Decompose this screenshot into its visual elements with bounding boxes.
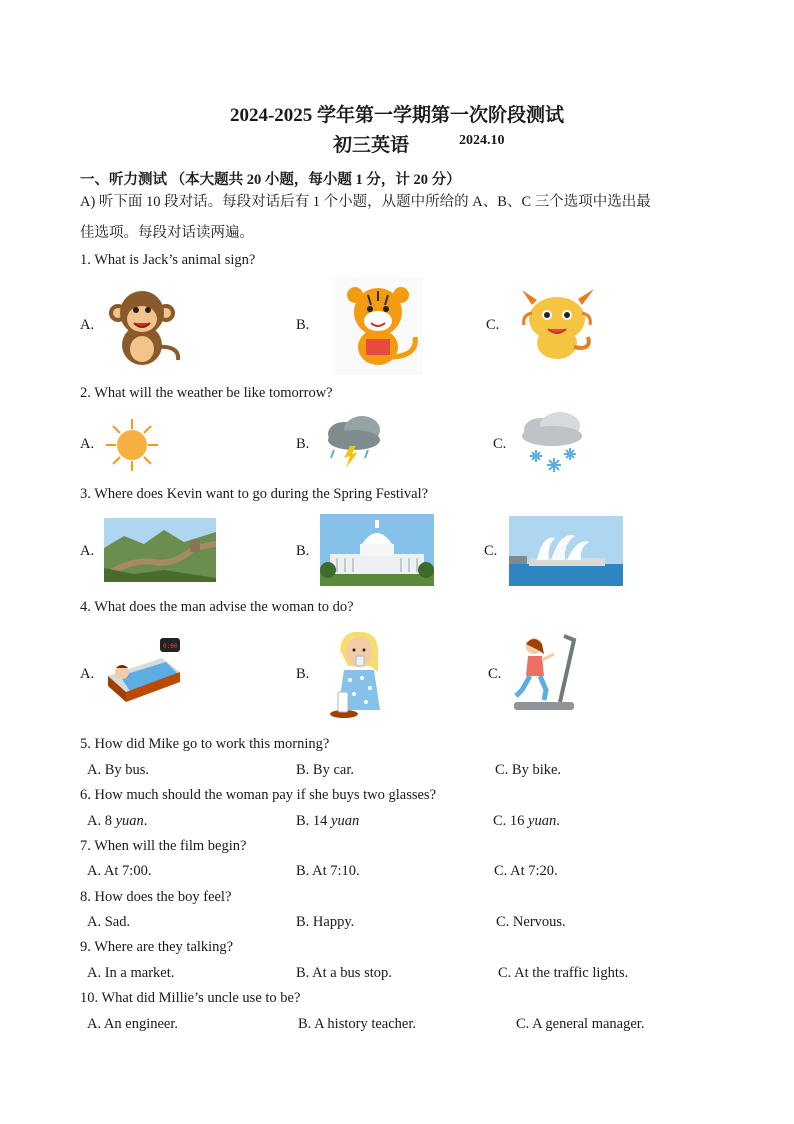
q3-option-c-label: C. [484, 543, 498, 559]
q2-option-c-label: C. [493, 436, 507, 452]
question-9: 9. Where are they talking? [80, 939, 234, 955]
instruction-line-2: 佳选项。每段对话读两遍。 [80, 225, 254, 241]
q3-option-a-label: A. [80, 543, 95, 559]
q9-option-a: A. In a market. [87, 965, 175, 981]
sleeping-in-bed-icon [102, 636, 184, 708]
q5-option-b: B. By car. [296, 762, 354, 778]
question-1: 1. What is Jack’s animal sign? [80, 252, 256, 268]
q10-option-c: C. A general manager. [516, 1016, 645, 1032]
q1-option-b-label: B. [296, 317, 310, 333]
sun-icon [104, 417, 160, 473]
exam-date: 2024.10 [459, 133, 505, 148]
exam-title: 2024-2025 学年第一学期第一次阶段测试 [229, 105, 565, 126]
sydney-opera-house-icon [509, 516, 623, 586]
drinking-milk-icon [322, 626, 392, 720]
q6-option-c: C. 16 yuan. [493, 813, 560, 829]
question-10: 10. What did Millie’s uncle use to be? [80, 990, 301, 1006]
q8-option-a: A. Sad. [87, 914, 131, 930]
thunderstorm-icon [320, 412, 388, 468]
question-5: 5. How did Mike go to work this morning? [80, 736, 330, 752]
q6-option-a: A. 8 yuan. [87, 813, 148, 829]
q2-option-b-label: B. [296, 436, 310, 452]
treadmill-running-icon [512, 632, 586, 714]
q3-option-b-label: B. [296, 543, 310, 559]
q7-option-a: A. At 7:00. [87, 863, 152, 879]
q4-option-c-label: C. [488, 666, 502, 682]
q9-option-c: C. At the traffic lights. [498, 965, 629, 981]
svg-text:0:00: 0:00 [163, 643, 178, 650]
q5-option-a: A. By bus. [87, 762, 150, 778]
dragon-icon [512, 285, 602, 365]
q4-option-a-label: A. [80, 666, 95, 682]
q1-option-c-label: C. [486, 317, 500, 333]
question-4: 4. What does the man advise the woman to do? [80, 599, 354, 615]
q9-option-b: B. At a bus stop. [296, 965, 392, 981]
monkey-icon [100, 285, 185, 367]
q8-option-c: C. Nervous. [496, 914, 566, 930]
q8-option-b: B. Happy. [296, 914, 355, 930]
question-3: 3. Where does Kevin want to go during the Spring Festival? [80, 486, 429, 502]
section-heading: 一、听力测试 （本大题共 20 小题，每小题 1 分，计 20 分） [80, 172, 461, 188]
question-2: 2. What will the weather be like tomorrow? [80, 385, 333, 401]
q10-option-b: B. A history teacher. [298, 1016, 416, 1032]
q7-option-b: B. At 7:10. [296, 863, 360, 879]
q6-option-b: B. 14 yuan [296, 813, 360, 829]
q7-option-c: C. At 7:20. [494, 863, 558, 879]
instruction-line-1: A) 听下面 10 段对话。每段对话后有 1 个小题，从题中所给的 A、B、C 三个选项中选出最 [80, 194, 651, 210]
q10-option-a: A. An engineer. [87, 1016, 179, 1032]
question-8: 8. How does the boy feel? [80, 889, 232, 905]
q1-option-a-label: A. [80, 317, 95, 333]
question-7: 7. When will the film begin? [80, 838, 247, 854]
capitol-building-icon [320, 514, 434, 586]
snow-cloud-icon [516, 410, 588, 476]
q2-option-a-label: A. [80, 436, 95, 452]
q4-option-b-label: B. [296, 666, 310, 682]
subject-title: 初三英语 [333, 135, 410, 156]
question-6: 6. How much should the woman pay if she buys two glasses? [80, 787, 437, 803]
tiger-icon [333, 277, 423, 375]
q5-option-c: C. By bike. [495, 762, 562, 778]
great-wall-icon [104, 518, 216, 582]
